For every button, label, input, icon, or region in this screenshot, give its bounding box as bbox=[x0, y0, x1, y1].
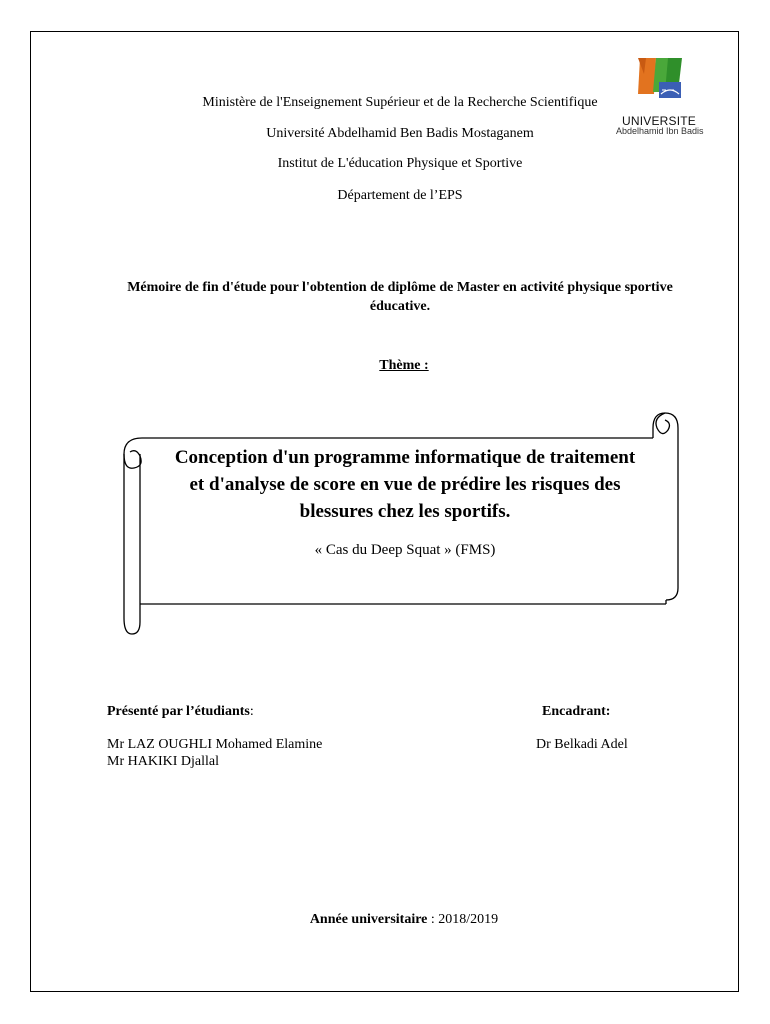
thesis-title-line-2: et d'analyse de score en vue de prédire les risques des bbox=[189, 474, 621, 495]
logo-text-universite: UNIVERSITE bbox=[622, 114, 697, 128]
student-name-2: Mr HAKIKI Djallal bbox=[107, 754, 219, 769]
thesis-title bbox=[150, 444, 660, 525]
department-line: Département de l’EPS bbox=[337, 188, 463, 203]
thesis-subtitle: « Cas du Deep Squat » (FMS) bbox=[314, 542, 496, 558]
ministry-line: Ministère de l'Enseignement Supérieur et de la Recherche Scientifique bbox=[202, 95, 598, 110]
presented-by-colon: : bbox=[249, 704, 254, 719]
academic-year-separator: : bbox=[427, 912, 439, 927]
student-name-1: Mr LAZ OUGHLI Mohamed Elamine bbox=[107, 737, 323, 752]
logo-text-name: Abdelhamid Ibn Badis bbox=[616, 126, 704, 136]
presented-by-label-text: Présenté par l’étudiants bbox=[107, 704, 250, 719]
academic-year bbox=[0, 912, 770, 928]
supervisor-name: Dr Belkadi Adel bbox=[536, 737, 628, 752]
supervisor-label: Encadrant: bbox=[542, 704, 611, 719]
academic-year-label: Année universitaire bbox=[309, 912, 428, 927]
university-line: Université Abdelhamid Ben Badis Mostaganem bbox=[266, 126, 534, 141]
presented-by-label bbox=[107, 704, 254, 720]
institute-line: Institut de L'éducation Physique et Sportive bbox=[277, 156, 523, 171]
academic-year-value: 2018/2019 bbox=[438, 912, 499, 927]
thesis-title-line-1: Conception d'un programme informatique de traitement bbox=[174, 447, 636, 468]
memoire-statement: Mémoire de fin d'étude pour l'obtention de diplôme de Master en activité physique sportive éducative. bbox=[127, 280, 673, 314]
thesis-title-line-3: blessures chez les sportifs. bbox=[299, 501, 511, 522]
theme-label: Thème : bbox=[379, 358, 429, 373]
